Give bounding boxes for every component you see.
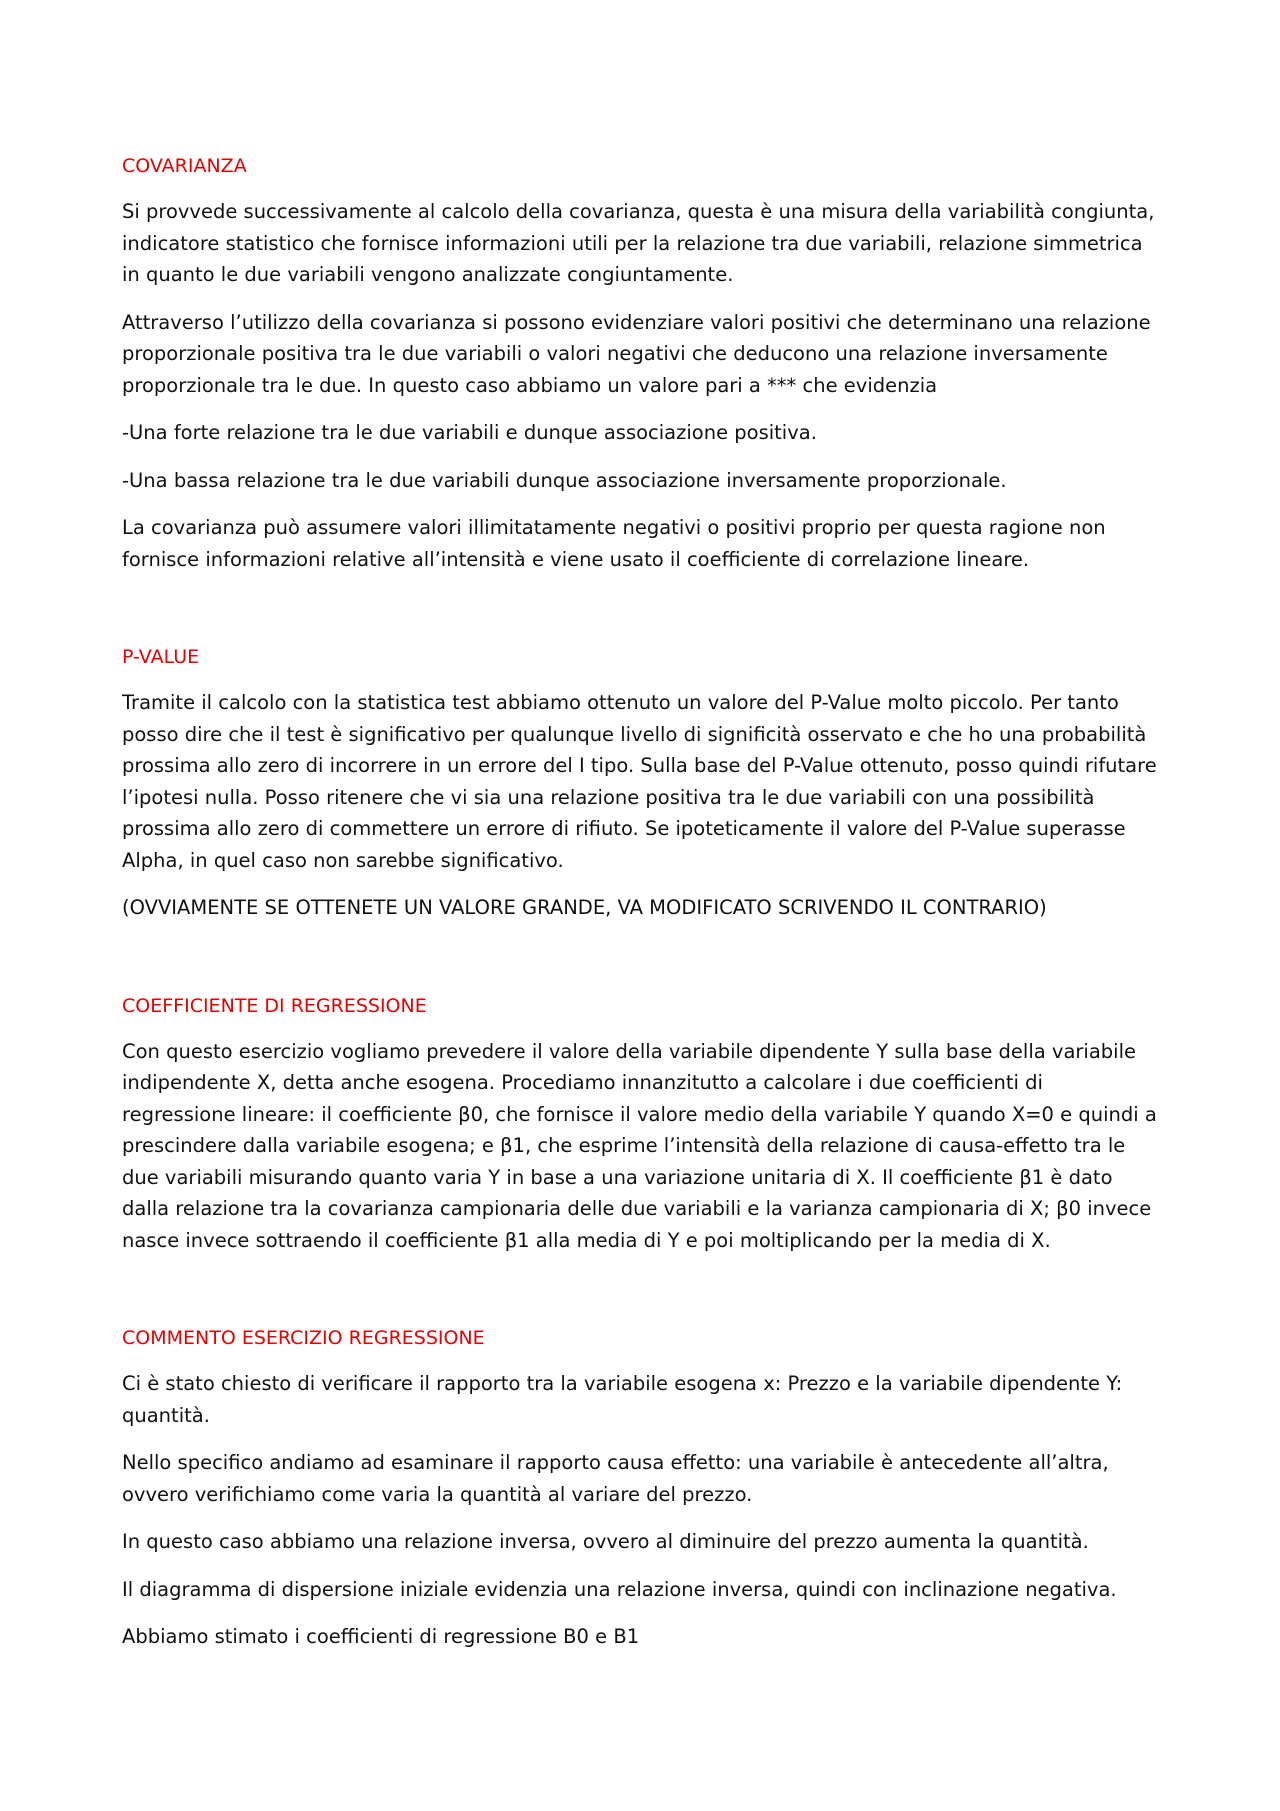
section-title: COMMENTO ESERCIZIO REGRESSIONE <box>122 1327 485 1349</box>
paragraph: -Una bassa relazione tra le due variabili dunque associazione inversamente proporzionale. <box>122 468 1007 492</box>
section-covarianza <box>122 150 1162 575</box>
section-title: P-VALUE <box>122 646 200 668</box>
section-title: COEFFICIENTE DI REGRESSIONE <box>122 994 427 1017</box>
section-spacer <box>122 591 1162 641</box>
paragraph: Il diagramma di dispersione iniziale evidenzia una relazione inversa, quindi con inclinazione negativa. <box>122 1577 1117 1601</box>
paragraph: Abbiamo stimato i coefficienti di regressione B0 e B1 <box>122 1625 640 1648</box>
section-spacer <box>122 940 1162 990</box>
section-spacer <box>122 1272 1162 1322</box>
document-page <box>122 150 1162 1669</box>
paragraph: (OVVIAMENTE SE OTTENETE UN VALORE GRANDE, VA MODIFICATO SCRIVENDO IL CONTRARIO) <box>122 896 1047 919</box>
paragraph: Attraverso l’utilizzo della covarianza si possono evidenziare valori positivi che determinano una relazione proporzionale positiva tra le due variabili o valori negativi che deducono una relazione inversamente proporzionale tra le due. In questo caso abbiamo un valore pari a *** che evidenzia <box>122 310 1151 397</box>
paragraph: La covarianza può assumere valori illimitatamente negativi o positivi proprio per questa ragione non fornisce informazioni relative all’intensità e viene usato il coefficiente di correlazione lineare. <box>122 516 1106 571</box>
paragraph: In questo caso abbiamo una relazione inversa, ovvero al diminuire del prezzo aumenta la quantità. <box>122 1530 1089 1553</box>
paragraph: Con questo esercizio vogliamo prevedere il valore della variabile dipendente Y sulla base della variabile indipendente X, detta anche esogena. Procediamo innanzitutto a calcolare i due coefficienti di regressione lineare: il coefficiente β0, che fornisce il valore medio della variabile Y quando X=0 e quindi a prescindere dalla variabile esogena; e β1, che esprime l’intensità della relazione di causa-effetto tra le due variabili misurando quanto varia Y in base a una variazione unitaria di X. Il coefficiente β1 è dato dalla relazione tra la covarianza campionaria delle due variabili e la varianza campionaria di X; β0 invece nasce invece sottraendo il coefficiente β1 alla media di Y e poi moltiplicando per la media di X. <box>122 1039 1157 1252</box>
paragraph: Ci è stato chiesto di verificare il rapporto tra la variabile esogena x: Prezzo e la variabile dipendente Y: quantità. <box>122 1372 1123 1427</box>
paragraph: Nello specifico andiamo ad esaminare il rapporto causa effetto: una variabile è antecedente all’altra, ovvero verifichiamo come varia la quantità al variare del prezzo. <box>122 1451 1109 1506</box>
paragraph: -Una forte relazione tra le due variabili e dunque associazione positiva. <box>122 421 817 444</box>
paragraph: Si provvede successivamente al calcolo della covarianza, questa è una misura della variabilità congiunta, indicatore statistico che fornisce informazioni utili per la relazione tra due variabili, relazione simmetrica in quanto le due variabili vengono analizzate congiuntamente. <box>122 200 1155 286</box>
section-p-value <box>122 641 1162 924</box>
section-commento-regressione <box>122 1322 1162 1653</box>
section-coefficiente-regressione <box>122 990 1162 1257</box>
section-title: COVARIANZA <box>122 155 247 177</box>
paragraph: Tramite il calcolo con la statistica test abbiamo ottenuto un valore del P-Value molto piccolo. Per tanto posso dire che il test è significativo per qualunque livello di significità osservato e che ho una probabilità prossima allo zero di incorrere in un errore del I tipo. Sulla base del P-Value ottenuto, posso quindi rifutare l’ipotesi nulla. Posso ritenere che vi sia una relazione positiva tra le due variabili con una possibilità prossima allo zero di commettere un errore di rifiuto. Se ipoteticamente il valore del P-Value superasse Alpha, in quel caso non sarebbe significativo. <box>122 691 1157 872</box>
